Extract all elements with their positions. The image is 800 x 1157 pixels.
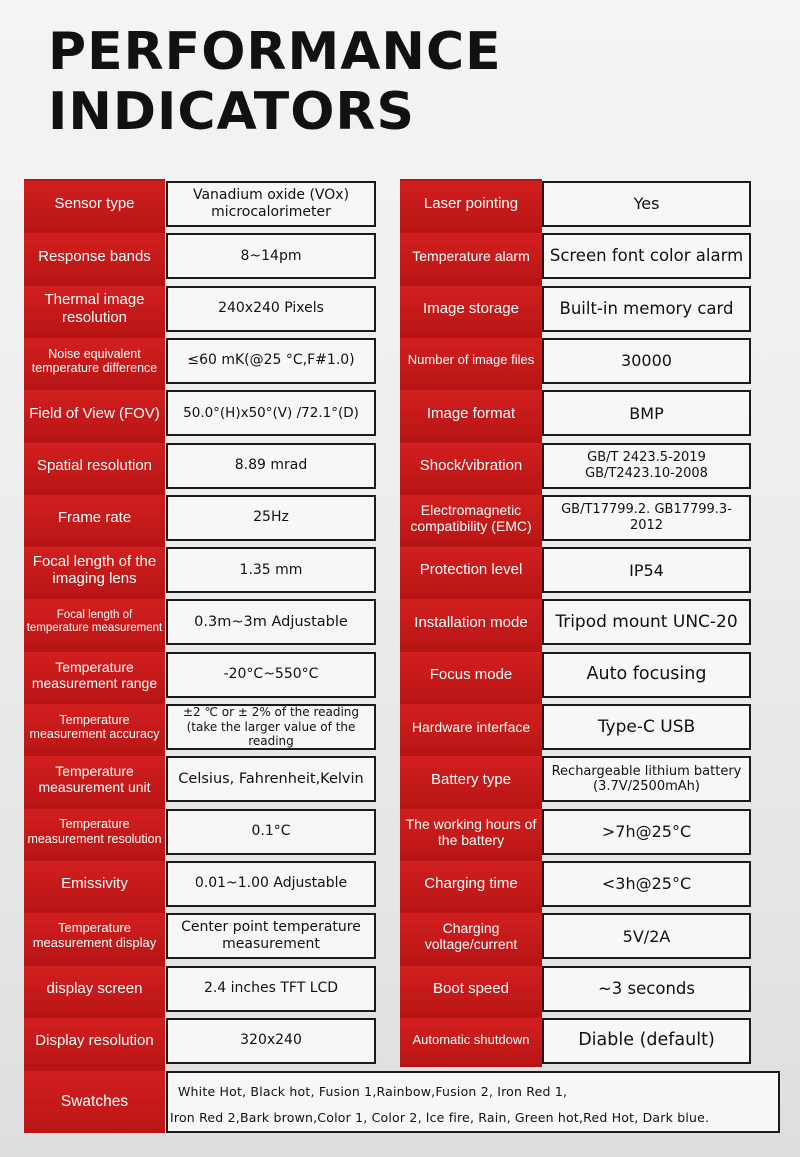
spec-label: Battery type	[400, 756, 542, 802]
spec-value: ~3 seconds	[542, 966, 751, 1012]
spec-value: 2.4 inches TFT LCD	[166, 966, 376, 1012]
spec-value: Rechargeable lithium battery (3.7V/2500mAh)	[542, 756, 751, 802]
spec-label: Noise equivalent temperature difference	[24, 338, 165, 384]
spec-label: Temperature measurement accuracy	[24, 704, 165, 750]
spec-label: Focus mode	[400, 652, 542, 698]
spec-label: Response bands	[24, 233, 165, 279]
spec-label: The working hours of the battery	[400, 809, 542, 855]
spec-label: Focal length of temperature measurement	[24, 599, 165, 645]
spec-value: -20°C~550°C	[166, 652, 376, 698]
swatches-line-2: Iron Red 2,Bark brown,Color 1, Color 2, lce fire, Rain, Green hot,Red Hot, Dark blue.	[170, 1110, 710, 1125]
spec-value: Type-C USB	[542, 704, 751, 750]
spec-value: 0.01~1.00 Adjustable	[166, 861, 376, 907]
spec-label: Temperature alarm	[400, 233, 542, 279]
spec-label: Emissivity	[24, 861, 165, 907]
spec-label: Temperature measurement unit	[24, 756, 165, 802]
page-title	[48, 22, 502, 142]
spec-label: Spatial resolution	[24, 443, 165, 489]
spec-label: Temperature measurement range	[24, 652, 165, 698]
spec-value: 25Hz	[166, 495, 376, 541]
spec-label: Sensor type	[24, 181, 165, 227]
spec-label: Charging voltage/current	[400, 913, 542, 959]
swatches-line-1: White Hot, Black hot, Fusion 1,Rainbow,Fusion 2, Iron Red 1,	[178, 1084, 568, 1099]
spec-label: Temperature measurement display	[24, 913, 165, 959]
title-line-2: INDICATORS	[48, 82, 415, 142]
swatches-value	[166, 1071, 780, 1133]
spec-label: Electromagnetic compatibility (EMC)	[400, 495, 542, 541]
spec-label: Focal length of the imaging lens	[24, 547, 165, 593]
title-line-1: PERFORMANCE	[48, 22, 502, 82]
spec-label: Display resolution	[24, 1018, 165, 1064]
spec-value: 30000	[542, 338, 751, 384]
spec-value: Center point temperature measurement	[166, 913, 376, 959]
spec-value: Vanadium oxide (VOx) microcalorimeter	[166, 181, 376, 227]
spec-value: IP54	[542, 547, 751, 593]
spec-label: Number of image files	[400, 338, 542, 384]
spec-value: Built-in memory card	[542, 286, 751, 332]
spec-value: 50.0°(H)x50°(V) /72.1°(D)	[166, 390, 376, 436]
spec-value: 8~14pm	[166, 233, 376, 279]
spec-label: Shock/vibration	[400, 443, 542, 489]
spec-label: Boot speed	[400, 966, 542, 1012]
spec-value: GB/T17799.2. GB17799.3-2012	[542, 495, 751, 541]
spec-value: Diable (default)	[542, 1018, 751, 1064]
spec-value: BMP	[542, 390, 751, 436]
spec-value: 0.1°C	[166, 809, 376, 855]
spec-value: ≤60 mK(@25 °C,F#1.0)	[166, 338, 376, 384]
spec-label: Image format	[400, 390, 542, 436]
swatches-label: Swatches	[24, 1071, 165, 1133]
spec-label: Installation mode	[400, 599, 542, 645]
spec-value: 320x240	[166, 1018, 376, 1064]
spec-value: Celsius, Fahrenheit,Kelvin	[166, 756, 376, 802]
spec-value: Screen font color alarm	[542, 233, 751, 279]
spec-label: display screen	[24, 966, 165, 1012]
spec-label: Charging time	[400, 861, 542, 907]
spec-value: >7h@25°C	[542, 809, 751, 855]
spec-value: Tripod mount UNC-20	[542, 599, 751, 645]
spec-label: Hardware interface	[400, 704, 542, 750]
spec-value: ±2 ℃ or ± 2% of the reading (take the larger value of the reading	[166, 704, 376, 750]
spec-label: Temperature measurement resolution	[24, 809, 165, 855]
spec-value: GB/T 2423.5-2019 GB/T2423.10-2008	[542, 443, 751, 489]
spec-label: Automatic shutdown	[400, 1018, 542, 1064]
spec-value: Auto focusing	[542, 652, 751, 698]
spec-value: 8.89 mrad	[166, 443, 376, 489]
spec-label: Image storage	[400, 286, 542, 332]
spec-value: 240x240 Pixels	[166, 286, 376, 332]
spec-value: Yes	[542, 181, 751, 227]
spec-label: Laser pointing	[400, 181, 542, 227]
spec-label: Protection level	[400, 547, 542, 593]
spec-label: Field of View (FOV)	[24, 390, 165, 436]
spec-value: <3h@25°C	[542, 861, 751, 907]
spec-value: 1.35 mm	[166, 547, 376, 593]
spec-label: Frame rate	[24, 495, 165, 541]
spec-value: 5V/2A	[542, 913, 751, 959]
spec-label: Thermal image resolution	[24, 286, 165, 332]
spec-value: 0.3m~3m Adjustable	[166, 599, 376, 645]
